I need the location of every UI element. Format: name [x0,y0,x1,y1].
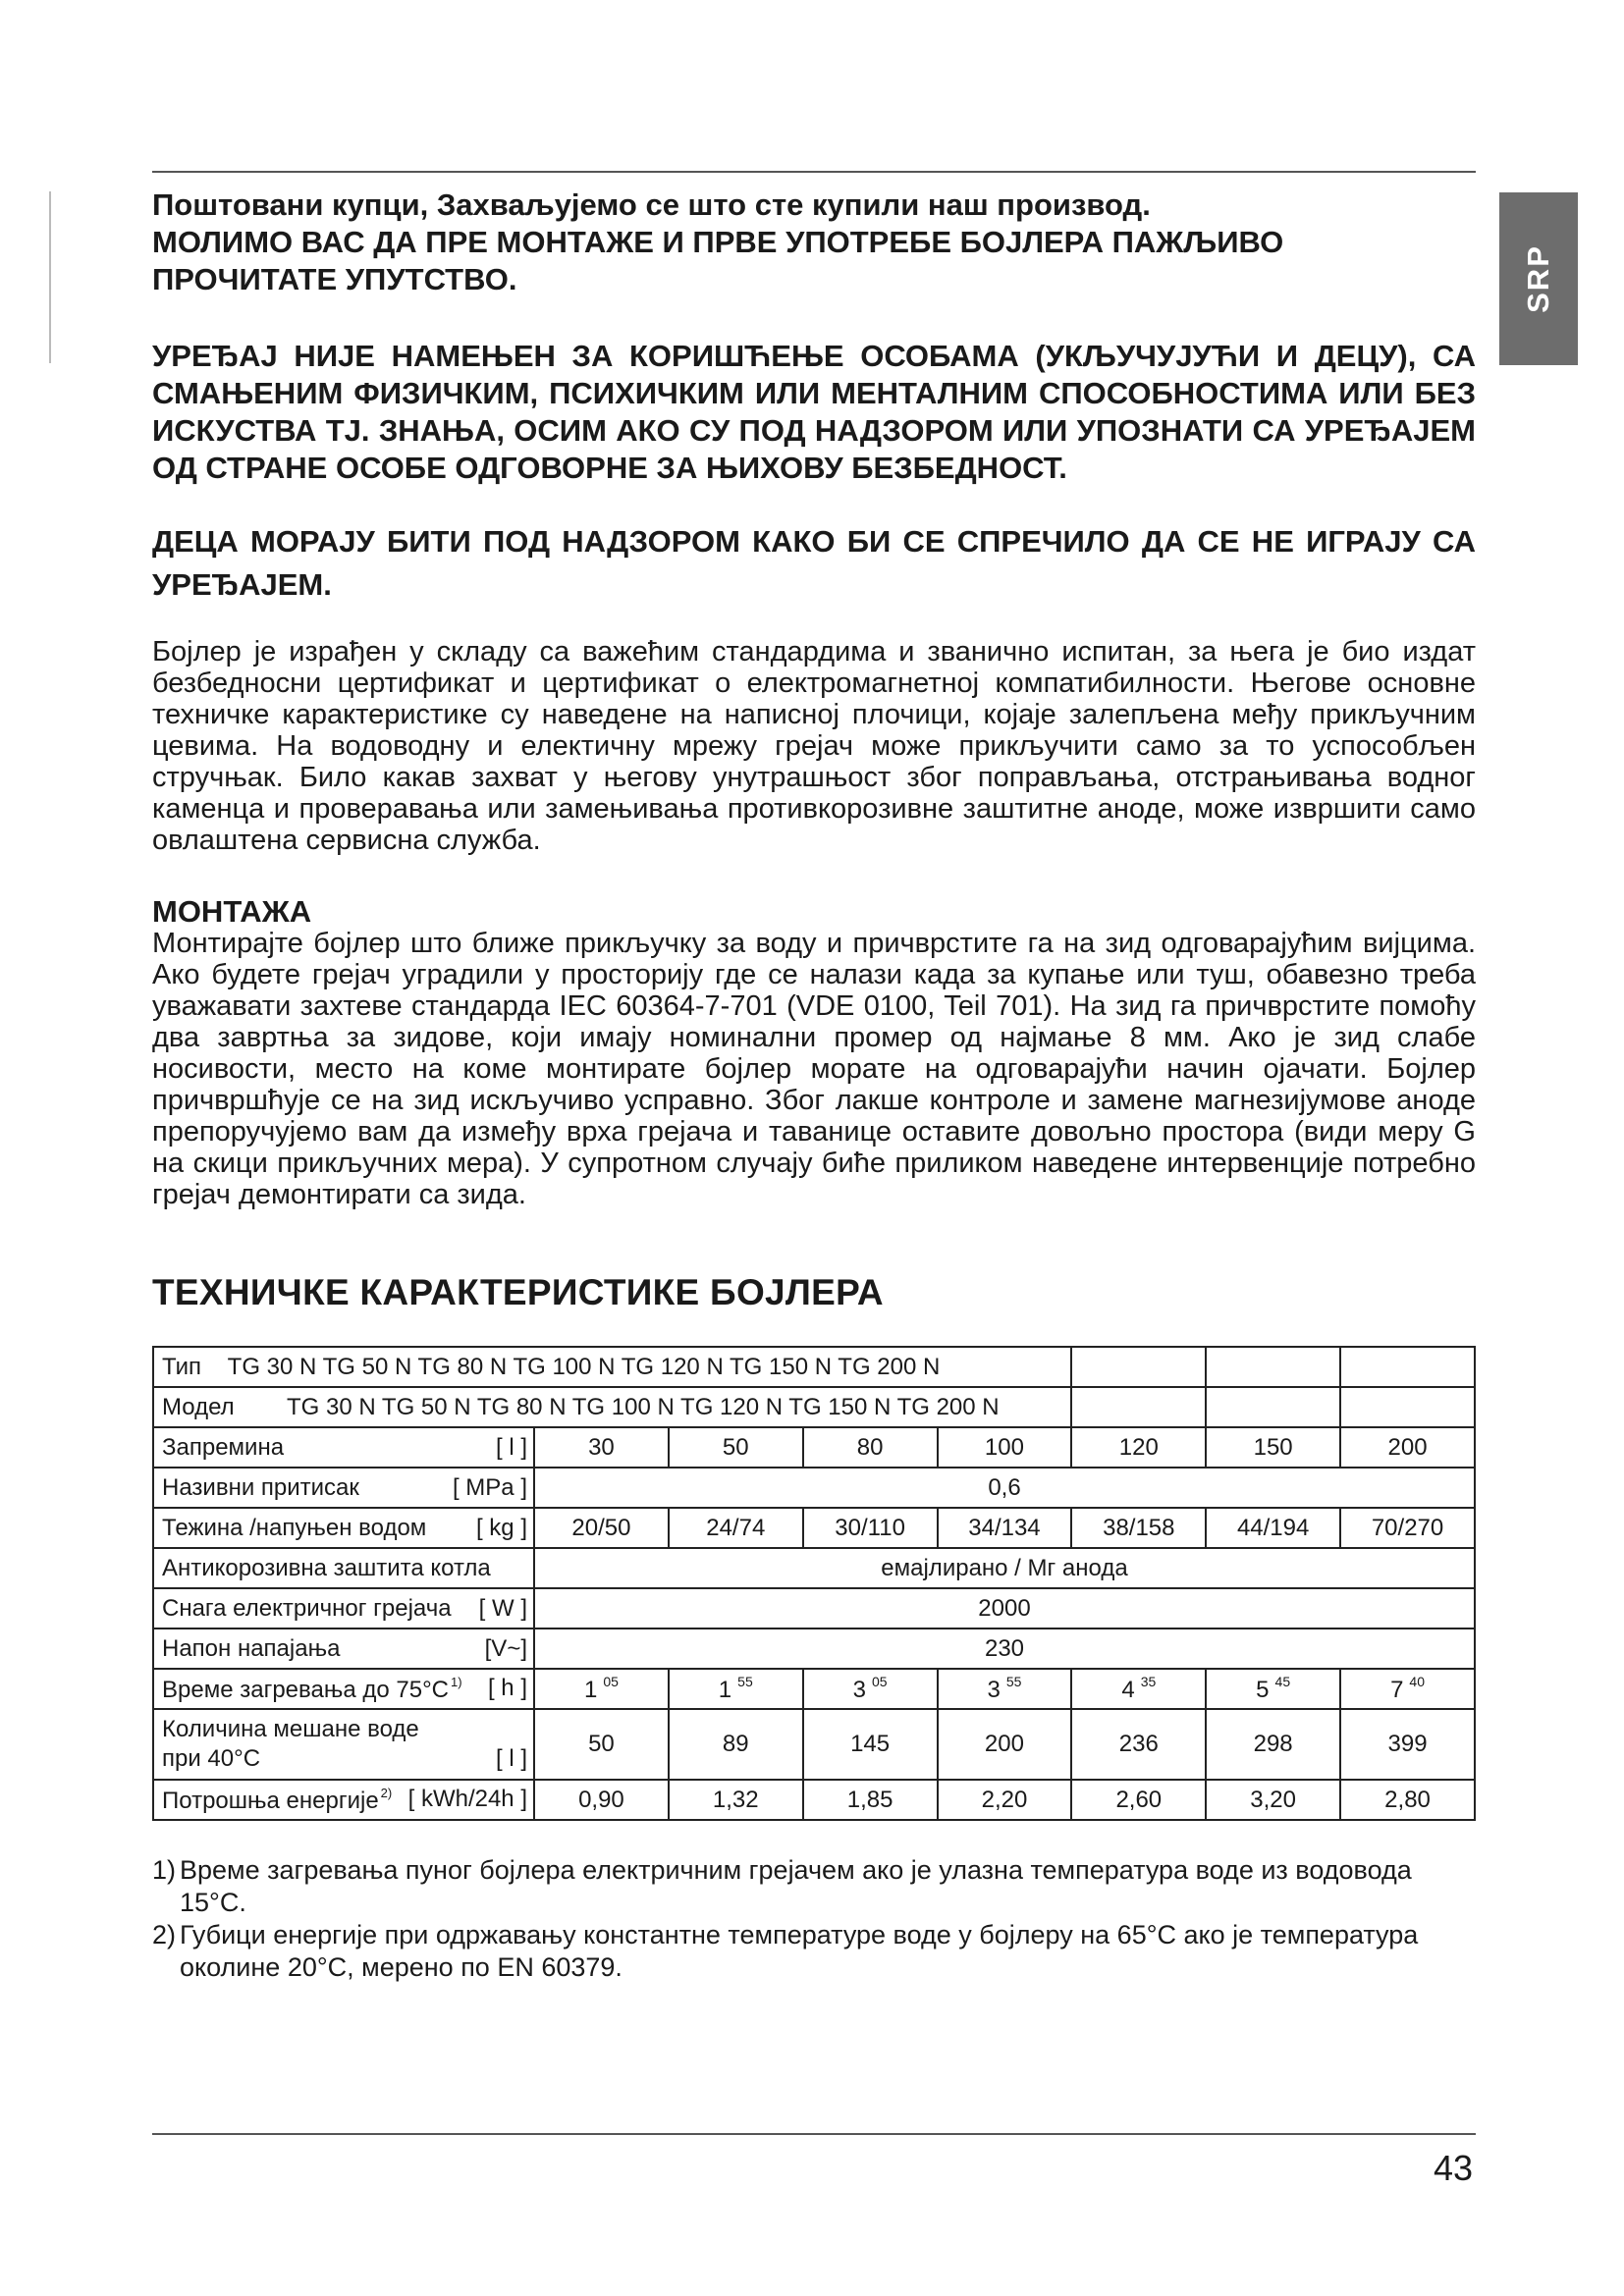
label-text: Тежина /напуњен водом [162,1514,427,1541]
label-text: Време загревања до 75°C [162,1676,450,1703]
minutes: 05 [603,1674,619,1689]
table-cell: 34/134 [938,1508,1072,1548]
table-row-energy [153,1780,1475,1820]
table-cell: 100 [938,1427,1072,1468]
table-cell: 2000 [534,1588,1475,1629]
model-row-text: Модел TG 30 N TG 50 N TG 80 N TG 100 N TG 120 N TG 150 N TG 200 N [162,1393,1000,1420]
table-cell: 298 [1206,1709,1340,1780]
warning-children: ДЕЦА МОРАЈУ БИТИ ПОД НАДЗОРОМ КАКО БИ СЕ СПРЕЧИЛО ДА СЕ НЕ ИГРАЈУ СА УРЕЂАЈЕМ. [152,524,1476,602]
table-cell: 20/50 [534,1508,669,1548]
empty-cell [1071,1347,1206,1387]
empty-cell [1340,1387,1475,1427]
hours: 4 [1121,1677,1135,1703]
label-text: Потрошња енергије [162,1787,379,1814]
row-label [153,1468,534,1508]
left-margin-mark [49,191,51,363]
table-cell: 145 [803,1709,938,1780]
language-tab [1499,192,1578,365]
label-text: Напон напајања [162,1634,341,1662]
table-cell: 2,20 [938,1780,1072,1820]
label-text: Снага електричног грејача [162,1594,452,1622]
warning-usage: УРЕЂАЈ НИЈЕ НАМЕЊЕН ЗА КОРИШЋЕЊЕ ОСОБАМА (УКЉУЧУЈУЋИ И ДЕЦУ), СА СМАЊЕНИМ ФИЗИЧКИМ, ПСИХИЧКИМ ИЛИ МЕНТАЛНИМ СПОСОБНОСТИМА ИЛИ БЕЗ ИСКУСТВА TJ. ЗНАЊА, ОСИМ АКО СУ ПОД НАДЗОРОМ ИЛИ УПОЗНАТИ СА УРЕЂАЈЕМ ОД СТРАНЕ ОСОБЕ ОДГОВОРНЕ ЗА ЊИХОВУ БЕЗБЕДНОСТ. [152,339,1476,485]
table-row-pressure [153,1468,1475,1508]
unit-text: [ h ] [487,1674,527,1701]
table-cell: 1,85 [803,1780,938,1820]
table-cell: 30 [534,1427,669,1468]
unit-text: [ MPa ] [452,1473,527,1501]
empty-cell [1071,1387,1206,1427]
label-text: Запремина [162,1433,285,1461]
footnote-number: 1) [152,1855,177,1885]
table-cell: 0,90 [534,1780,669,1820]
table-cell: 236 [1071,1709,1206,1780]
table-cell: 30/110 [803,1508,938,1548]
footnote-text: Време загревања пуног бојлера електричним грејачем ако је улазна температура воде из водовода 15°C. [180,1855,1412,1917]
label-text: Антикорозивна заштита котла [162,1554,491,1581]
table-cell: 50 [669,1427,803,1468]
footnote-ref: 2) [380,1785,393,1800]
top-rule [152,171,1476,173]
table-cell [1340,1669,1475,1709]
page-content [152,187,1476,1984]
minutes: 40 [1409,1674,1425,1689]
table-row-mixed-water [153,1709,1475,1780]
table-row-model [153,1387,1475,1427]
minutes: 55 [737,1674,753,1689]
footnotes [152,1854,1476,1984]
language-tab-label: SRP [1521,244,1555,313]
mounting-heading: МОНТАЖА [152,894,312,929]
table-cell: 1,32 [669,1780,803,1820]
minutes: 55 [1005,1674,1022,1689]
footnote-number: 2) [152,1920,177,1949]
row-label [153,1629,534,1669]
unit-text: [ l ] [495,1745,527,1772]
label-text: Количина мешане воде [162,1716,419,1742]
row-label [153,1669,534,1709]
unit-text: [ l ] [495,1433,527,1461]
hours: 7 [1390,1677,1404,1703]
hours: 1 [718,1677,732,1703]
table-cell: 120 [1071,1427,1206,1468]
label-text: Називни притисак [162,1473,359,1501]
unit-text: [ kWh/24h ] [407,1785,527,1812]
row-label [153,1427,534,1468]
row-label [153,1780,534,1820]
page-number: 43 [1434,2148,1474,2188]
footnote-2 [152,1919,1476,1984]
footnote-ref: 1) [451,1674,462,1689]
table-row-weight [153,1508,1475,1548]
row-label [153,1548,534,1588]
mounting-paragraph: Монтирајте бојлер што ближе прикључку за воду и причврстите га на зид одговарајућим вијцима. Ако будете грејач уградили у просторију где се налази када за купање или туш, обавезно треба уважавати захтеве стандарда IEC 60364-7-701 (VDE 0100, Teil 701). На зид га причврстите помоћу два завртња за зидове, који имају номинални промер од најмање 8 мм. Ако је зид слабе носивости, место на коме монтирате бојлер морате на одговарајући начин ојачати. Бојлер причвршћује се на зид искључиво усправно. Због лакше контроле и замене магнезијумове аноде препоручујемо вам да између врха грејача и таванице оставите довољно простора (види меру G на скици прикључних мера). У супротном случају биће приликом наведене интервенције потребно грејач демонтирати са зида. [152,928,1476,1210]
table-row-heating [153,1669,1475,1709]
table-cell: емајлирано / Mг анода [534,1548,1475,1588]
minutes: 45 [1274,1674,1291,1689]
footnote-1 [152,1854,1476,1919]
table-cell: 399 [1340,1709,1475,1780]
general-paragraph: Бојлер је израђен у складу са важећим стандардима и званично испитан, за њега је био издат безбедносни цертификат и цертификат о електромагнетној компатибилности. Његове основне техничке карактеристике су наведене на написној плочици, којаје залепљена међу прикључним цевима. На водоводну и електичну мрежу грејач може прикључити само за то успособљен стручњак. Било какав захват у његову унутрашњост због поправљања, отстрањивања водног каменца и проверавања или замењивања противкорозивне заштитне аноде, може извршити само овлаштена сервисна служба. [152,636,1476,856]
table-cell [938,1669,1072,1709]
table-cell [1071,1669,1206,1709]
table-cell: 80 [803,1427,938,1468]
table-cell: 230 [534,1629,1475,1669]
type-row-text: Тип TG 30 N TG 50 N TG 80 N TG 100 N TG 120 N TG 150 N TG 200 N [162,1353,941,1380]
intro-greeting: Поштовани купци, Захваљујемо се што сте купили наш производ. [152,187,1151,222]
minutes: 05 [872,1674,888,1689]
unit-text: [V~] [484,1634,527,1662]
table-cell: 50 [534,1709,669,1780]
hours: 1 [583,1677,598,1703]
table-cell: 200 [1340,1427,1475,1468]
row-label [153,1588,534,1629]
table-row-volume [153,1427,1475,1468]
table-row-type [153,1347,1475,1387]
model-cell [153,1387,1071,1427]
table-cell: 150 [1206,1427,1340,1468]
table-row-corrosion [153,1548,1475,1588]
table-cell: 38/158 [1071,1508,1206,1548]
table-cell: 200 [938,1709,1072,1780]
table-cell: 3,20 [1206,1780,1340,1820]
unit-text: [ kg ] [475,1514,527,1541]
table-cell [534,1669,669,1709]
label-text: при 40°C [162,1745,261,1772]
type-cell [153,1347,1071,1387]
hours: 5 [1256,1677,1270,1703]
table-cell: 89 [669,1709,803,1780]
table-row-voltage [153,1629,1475,1669]
minutes: 35 [1140,1674,1157,1689]
table-cell [1206,1669,1340,1709]
hours: 3 [852,1677,866,1703]
empty-cell [1206,1387,1340,1427]
specs-heading: ТЕХНИЧКЕ КАРАКТЕРИСТИКЕ БОЈЛЕРА [152,1272,884,1312]
empty-cell [1206,1347,1340,1387]
row-label [153,1709,534,1780]
bottom-rule [152,2133,1476,2135]
table-cell: 24/74 [669,1508,803,1548]
table-cell [669,1669,803,1709]
specs-table [152,1346,1476,1821]
table-cell: 70/270 [1340,1508,1475,1548]
table-cell: 2,60 [1071,1780,1206,1820]
intro-instruction: МОЛИМО ВАС ДА ПРЕ МОНТАЖЕ И ПРВЕ УПОТРЕБЕ БОЈЛЕРА ПАЖЉИВО ПРОЧИТАТЕ УПУТСТВО. [152,225,1284,296]
table-cell: 2,80 [1340,1780,1475,1820]
table-cell: 44/194 [1206,1508,1340,1548]
table-cell: 0,6 [534,1468,1475,1508]
table-cell [803,1669,938,1709]
row-label [153,1508,534,1548]
unit-text: [ W ] [478,1594,527,1622]
hours: 3 [987,1677,1001,1703]
footnote-text: Губици енергије при одржавању константне температуре воде у бојлеру на 65°C ако је температура околине 20°C, мерено по EN 60379. [180,1920,1419,1982]
empty-cell [1340,1347,1475,1387]
table-row-power [153,1588,1475,1629]
